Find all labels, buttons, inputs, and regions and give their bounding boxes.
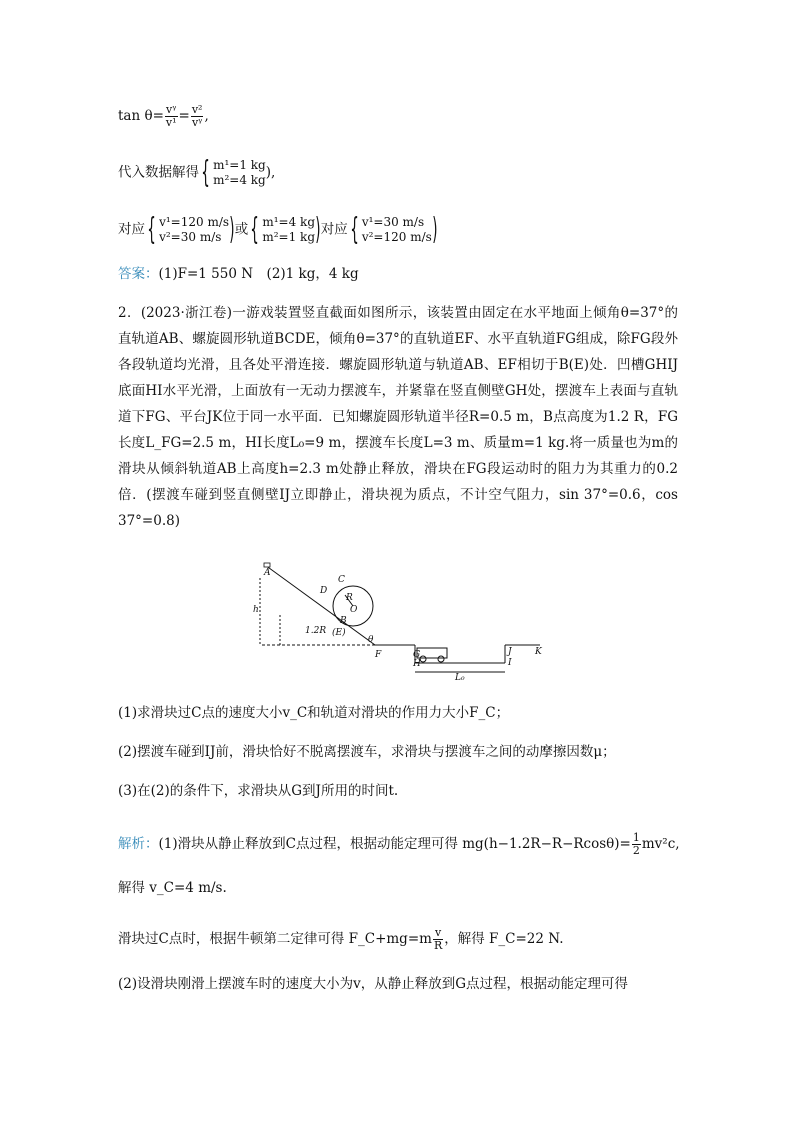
label-k: K bbox=[535, 647, 542, 657]
equation-correspondence bbox=[118, 212, 438, 247]
numerator: v bbox=[433, 927, 443, 940]
row: v²=30 m/s bbox=[159, 230, 222, 244]
denominator: R bbox=[433, 939, 443, 952]
row: v¹=120 m/s bbox=[159, 215, 230, 229]
denominator: v¹ bbox=[165, 116, 177, 129]
numerator: v² bbox=[191, 103, 203, 116]
wheel bbox=[420, 656, 426, 662]
eq-tan-lhs: tan θ= bbox=[118, 108, 164, 124]
wheel bbox=[438, 656, 444, 662]
analysis-text: 滑块过C点时，根据牛顿第二定律可得 F_C+mg=m bbox=[118, 931, 432, 947]
brace: { bbox=[250, 212, 260, 247]
eq-text: 对应 bbox=[118, 221, 145, 238]
analysis-line-2: 解得 v_C=4 m/s. bbox=[118, 880, 227, 896]
brace: { bbox=[349, 212, 359, 247]
analysis-text: mv²c, bbox=[641, 836, 680, 852]
eq-text: 代入数据解得 bbox=[118, 164, 199, 181]
analysis-text: ，解得 F_C=22 N. bbox=[444, 931, 564, 947]
row: v¹=30 m/s bbox=[361, 215, 425, 229]
eq-tail: , bbox=[204, 108, 209, 124]
slider-block bbox=[264, 563, 270, 567]
label-e: (E) bbox=[332, 628, 346, 638]
answer-label: 答案： bbox=[118, 266, 159, 282]
label-b: B bbox=[340, 616, 347, 626]
row: m²=4 kg bbox=[213, 173, 266, 187]
problem-statement: 2．(2023·浙江卷)一游戏装置竖直截面如图所示，该装置由固定在水平地面上倾角θ=37°的直轨道AB、螺旋圆形轨道BCDE，倾角θ=37°的直轨道EF、水平直轨道FG组成，除FG段外各段轨道均光滑，且各处平滑连接．螺旋圆形轨道与轨道AB、EF相切于B(E)处．凹槽GHIJ底面HI水平光滑，上面放有一无动力摆渡车，并紧靠在竖直侧壁GH处，摆渡车上表面与直轨道下FG、平台JK位于同一水平面．已知螺旋圆形轨道半径R=0.5 m，B点高度为1.2 R，FG长度L_FG=2.5 m，HI长度L₀=9 m，摆渡车长度L=3 m、质量m=1 kg.将一质量也为m的滑块从倾斜轨道AB上高度h=2.3 m处静止释放，滑块在FG段运动时的阻力为其重力的0.2倍．(摆渡车碰到竖直侧壁IJ立即静止，滑块视为质点，不计空气阻力，sin 37°=0.6，cos 37°=0.8) bbox=[118, 305, 678, 529]
label-12r: 1.2R bbox=[305, 626, 327, 636]
fraction bbox=[632, 832, 641, 857]
brace-system bbox=[262, 215, 315, 245]
label-f: F bbox=[375, 650, 382, 660]
label-i: I bbox=[508, 658, 512, 668]
fraction bbox=[433, 927, 443, 952]
denominator: vᵞ bbox=[191, 116, 203, 129]
label-c: C bbox=[338, 575, 345, 585]
row: m¹=4 kg bbox=[262, 215, 316, 229]
equals: = bbox=[178, 108, 190, 124]
analysis-label: 解析： bbox=[118, 836, 159, 852]
label-r: R bbox=[346, 593, 353, 603]
eq-text: 或 bbox=[234, 221, 249, 238]
question-3: (3)在(2)的条件下，求滑块从G到J所用的时间t. bbox=[118, 783, 399, 799]
track-diagram bbox=[250, 560, 550, 680]
label-h2: H bbox=[413, 659, 421, 669]
denominator: 2 bbox=[632, 844, 640, 857]
question-1: (1)求滑块过C点的速度大小v_C和轨道对滑块的作用力大小F_C； bbox=[118, 705, 510, 721]
analysis-line-4: (2)设滑块刚滑上摆渡车时的速度大小为v，从静止释放到G点过程，根据动能定理可得 bbox=[118, 976, 629, 992]
brace: { bbox=[201, 155, 210, 190]
label-j: J bbox=[508, 647, 512, 657]
numerator: vᵞ bbox=[166, 103, 177, 116]
label-l0: L₀ bbox=[455, 673, 465, 680]
answer-text: (1)F=1 550 N (2)1 kg，4 kg bbox=[158, 266, 359, 282]
fraction bbox=[165, 104, 178, 129]
answer-line bbox=[118, 264, 359, 284]
brace-system bbox=[159, 215, 229, 245]
eq-tail: ), bbox=[265, 164, 276, 181]
equation-substitute bbox=[118, 155, 276, 190]
brace: { bbox=[147, 212, 156, 247]
eq-text: 对应 bbox=[320, 221, 348, 238]
label-d: D bbox=[320, 586, 328, 596]
analysis-line-1 bbox=[118, 832, 680, 857]
brace: ) bbox=[229, 212, 235, 247]
fraction bbox=[191, 104, 204, 129]
analysis-text: (1)滑块从静止释放到C点过程，根据动能定理可得 mg(h−1.2R−R−Rcosθ)= bbox=[158, 836, 631, 852]
row: m²=1 kg bbox=[262, 230, 316, 244]
numerator: 1 bbox=[632, 831, 640, 844]
label-h: h bbox=[253, 605, 259, 615]
equation-tan bbox=[118, 104, 209, 129]
label-g: G bbox=[413, 650, 421, 660]
brace: ) bbox=[315, 212, 321, 247]
label-theta: θ bbox=[368, 635, 374, 645]
row: m¹=1 kg bbox=[213, 158, 266, 172]
label-a: A bbox=[264, 568, 271, 578]
brace-system bbox=[362, 215, 432, 245]
row: v²=120 m/s bbox=[361, 230, 432, 244]
question-2: (2)摆渡车碰到IJ前，滑块恰好不脱离摆渡车，求滑块与摆渡车之间的动摩擦因数μ； bbox=[118, 744, 616, 760]
brace-system bbox=[213, 158, 266, 188]
brace: ) bbox=[432, 212, 438, 247]
analysis-line-3 bbox=[118, 927, 564, 952]
label-o: O bbox=[350, 605, 358, 615]
